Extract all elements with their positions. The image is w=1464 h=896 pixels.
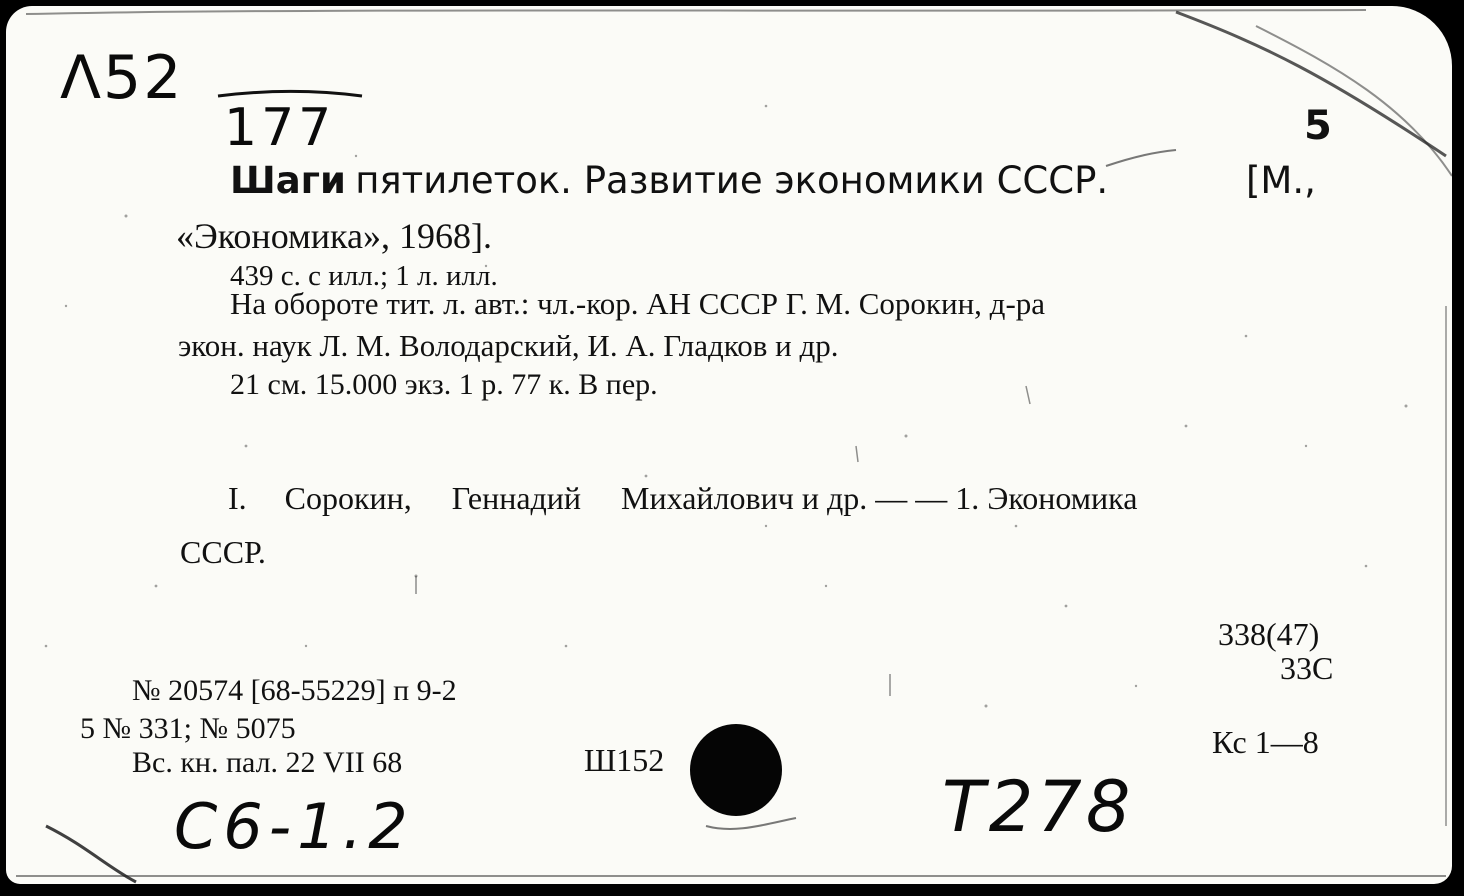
authors-note-line2: экон. наук Л. М. Володарский, И. А. Гладков и др. [178, 328, 839, 363]
registry-line3: Вс. кн. пал. 22 VII 68 [132, 746, 403, 779]
tracing-rest: Михайлович и др. — — 1. Экономика [621, 480, 1138, 516]
title-bold-word: Шаги [230, 159, 346, 202]
tracing-firstname: Геннадий [451, 480, 582, 516]
handwritten-bottom-right: Т278 [942, 766, 1135, 848]
registry-code: Ш152 [584, 742, 665, 778]
tracing-roman: I. [228, 480, 247, 516]
bbk-index: 33С [1280, 650, 1334, 686]
title-text: пятилеток. Развитие экономики СССР. [355, 159, 1109, 202]
registry-line2: 5 № 331; № 5075 [80, 712, 296, 745]
shelfmark-prefix: Λ52 [60, 43, 184, 113]
registry-line1: № 20574 [68-55229] п 9-2 [132, 674, 457, 707]
shelfmark-number: 177 [224, 98, 336, 158]
tracing-line2: СССР. [180, 534, 266, 570]
corner-number: 5 [1304, 103, 1332, 149]
publisher-year: «Экономика», 1968]. [176, 216, 492, 256]
physical-description: 21 см. 15.000 экз. 1 р. 77 к. В пер. [230, 368, 658, 401]
udc-index: 338(47) [1218, 616, 1320, 652]
catalog-card [6, 6, 1452, 884]
authors-note-line1: На обороте тит. л. авт.: чл.-кор. АН СССР Г. М. Сорокин, д-ра [230, 286, 1046, 321]
title-line [230, 159, 1109, 202]
kc-index: Кс 1—8 [1212, 724, 1319, 760]
punch-hole [690, 724, 782, 816]
pagination: 439 с. с илл.; 1 л. илл. [230, 260, 498, 292]
place-of-publication: [М., [1246, 159, 1316, 202]
tracing-line1 [228, 482, 1137, 514]
handwritten-bottom-left: С6-1.2 [174, 790, 414, 863]
tracing-surname: Сорокин, [284, 480, 412, 516]
